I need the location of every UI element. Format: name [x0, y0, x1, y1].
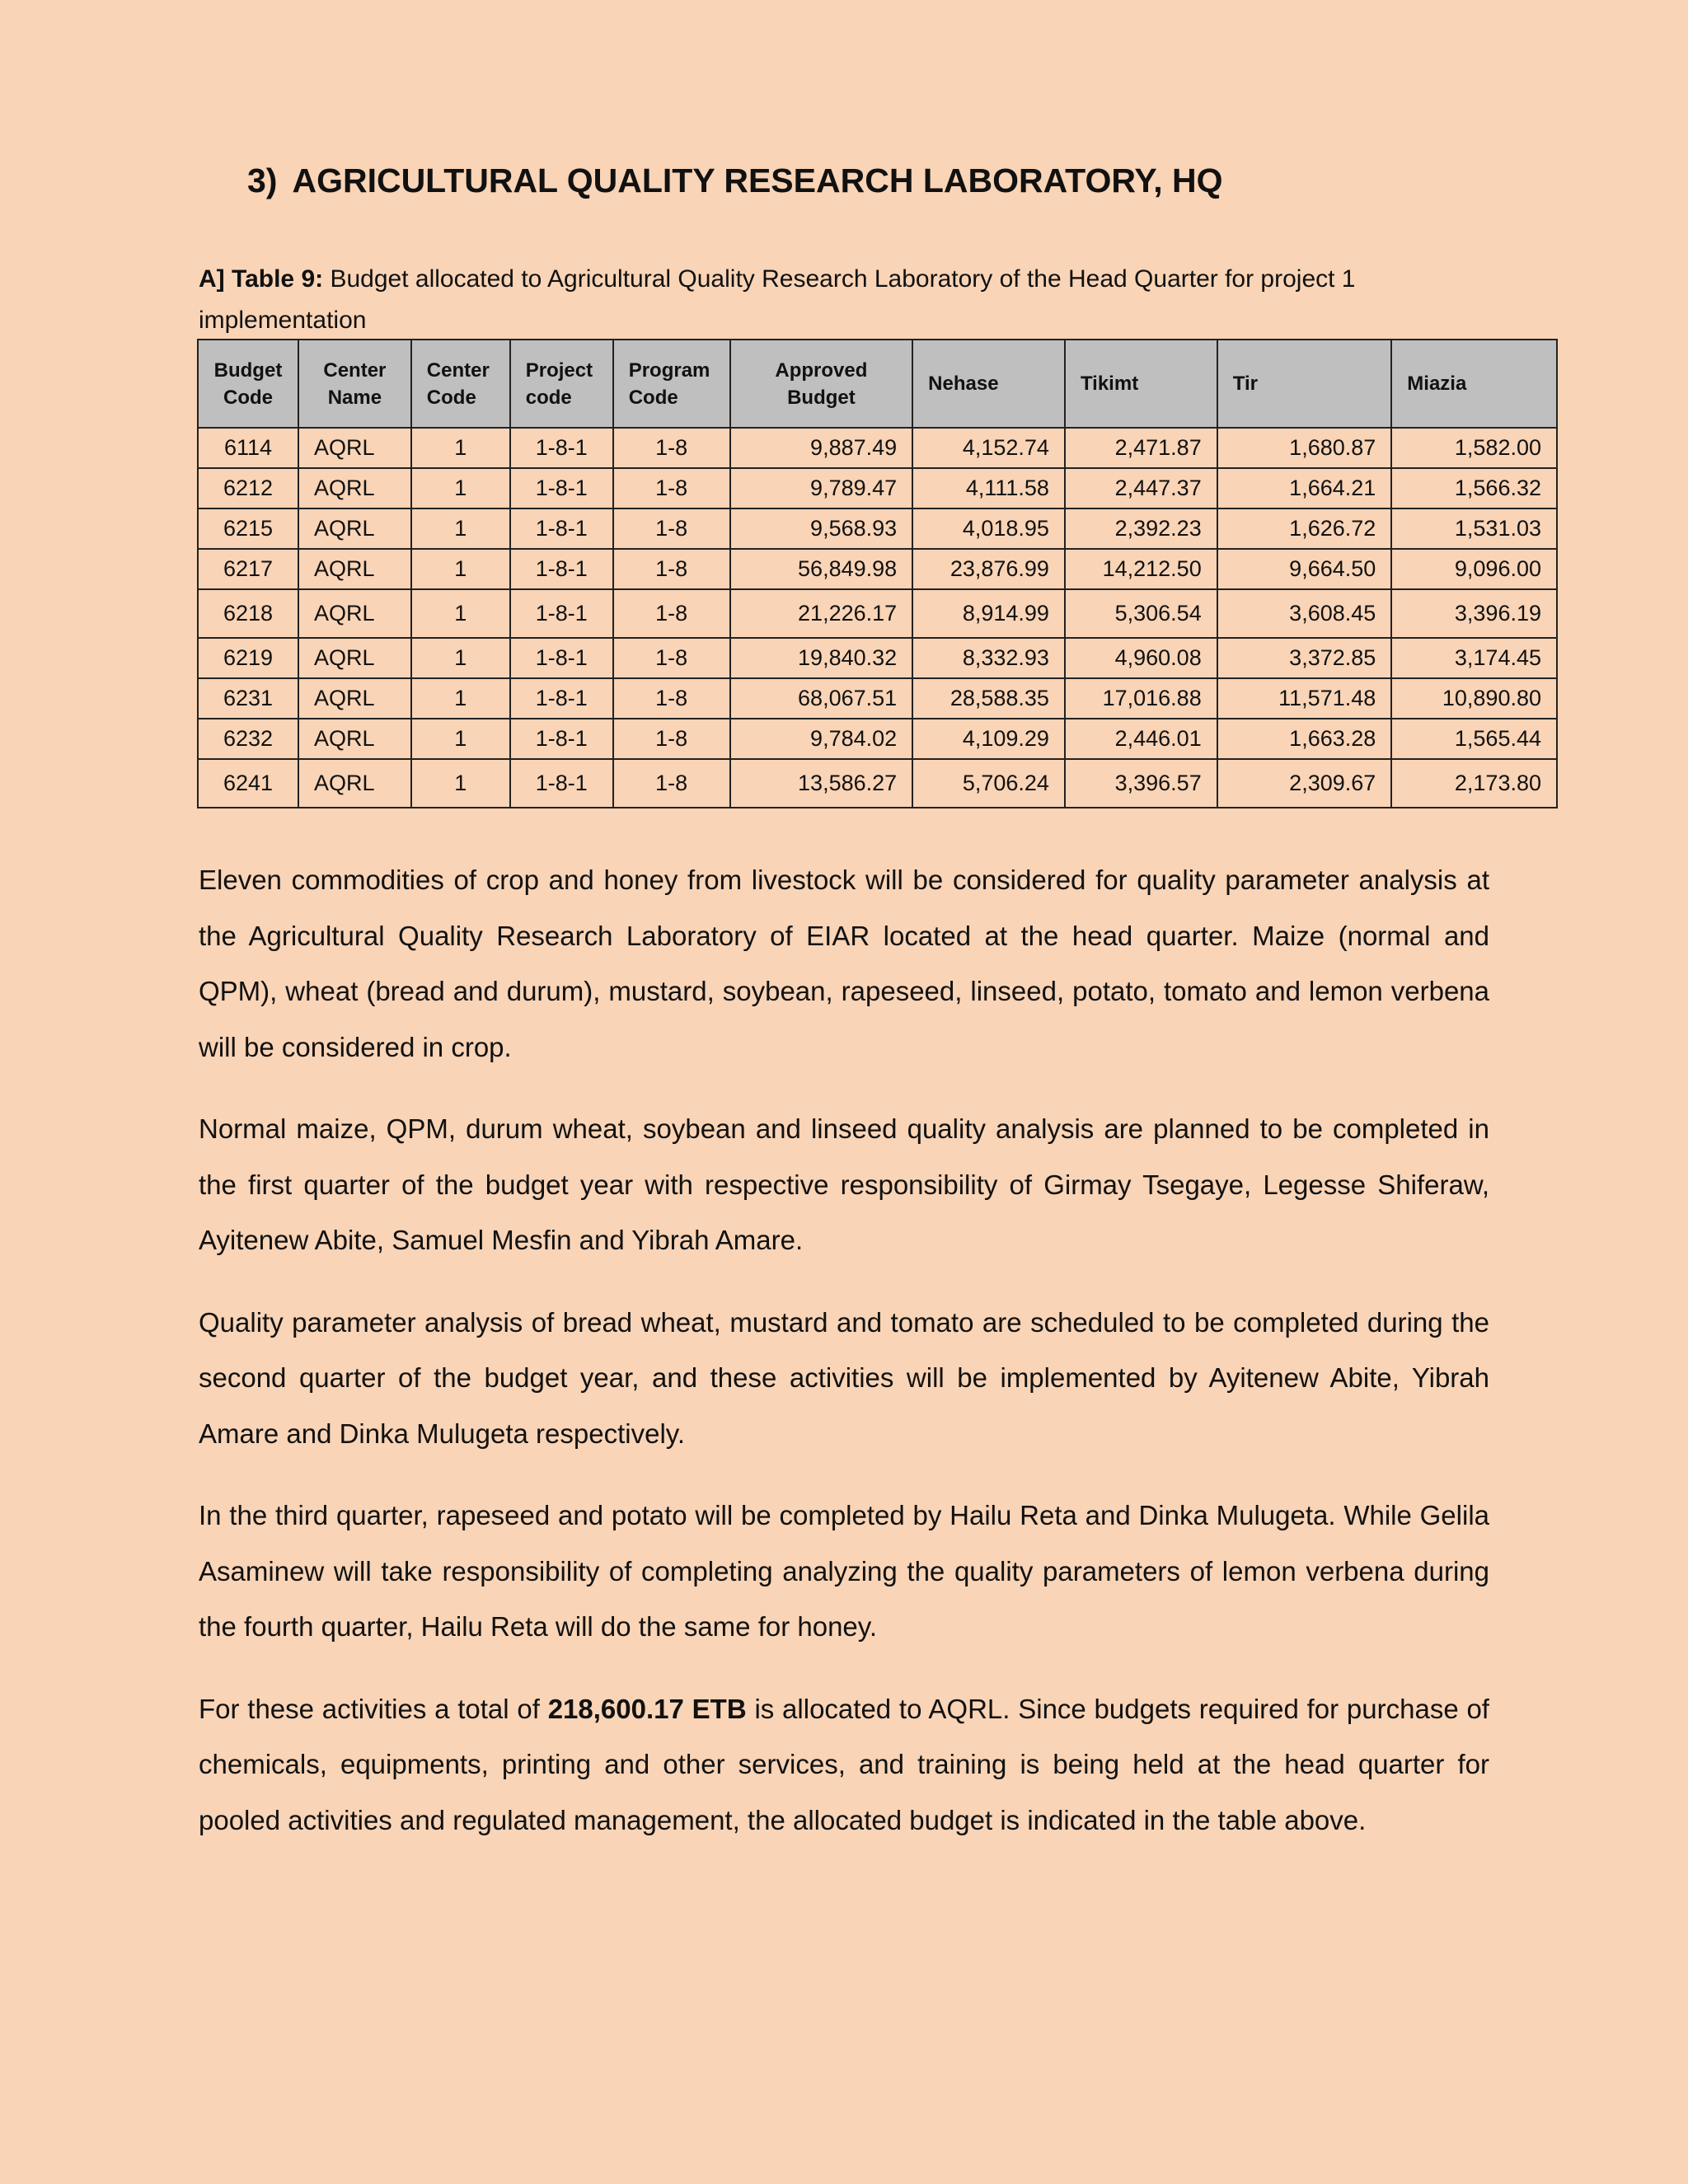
cell-tir: 1,664.21 — [1217, 468, 1392, 509]
cell-center-code: 1 — [411, 468, 510, 509]
cell-center-name: AQRL — [298, 509, 411, 549]
cell-program-code: 1-8 — [613, 468, 730, 509]
cell-budget-code: 6217 — [198, 549, 298, 589]
cell-center-name: AQRL — [298, 719, 411, 759]
budget-total-intro: For these activities a total of — [199, 1693, 548, 1724]
cell-center-code: 1 — [411, 589, 510, 638]
section-title: AGRICULTURAL QUALITY RESEARCH LABORATORY, HQ — [292, 162, 1223, 199]
cell-tikimt: 2,392.23 — [1065, 509, 1217, 549]
cell-tir: 2,309.67 — [1217, 759, 1392, 808]
cell-project-code: 1-8-1 — [510, 509, 613, 549]
cell-project-code: 1-8-1 — [510, 719, 613, 759]
cell-tikimt: 2,446.01 — [1065, 719, 1217, 759]
budget-total-amount: 218,600.17 ETB — [547, 1693, 747, 1724]
header-center-name: Center Name — [298, 340, 411, 428]
cell-project-code: 1-8-1 — [510, 678, 613, 719]
cell-center-name: AQRL — [298, 638, 411, 678]
cell-budget-code: 6231 — [198, 678, 298, 719]
cell-tir: 3,608.45 — [1217, 589, 1392, 638]
cell-program-code: 1-8 — [613, 549, 730, 589]
cell-program-code: 1-8 — [613, 638, 730, 678]
cell-project-code: 1-8-1 — [510, 549, 613, 589]
budget-total-explanation: is allocated to AQRL. Since budgets required for purchase of chemicals, equipments, printing and other services, and training is being held at the head quarter for pooled activities and regulated management, the allocated budget is indicated in the table above. — [199, 1693, 1489, 1835]
cell-miazia: 3,174.45 — [1391, 638, 1557, 678]
cell-project-code: 1-8-1 — [510, 589, 613, 638]
cell-project-code: 1-8-1 — [510, 428, 613, 468]
cell-miazia: 1,565.44 — [1391, 719, 1557, 759]
cell-center-code: 1 — [411, 428, 510, 468]
cell-tikimt: 4,960.08 — [1065, 638, 1217, 678]
table-row — [198, 678, 1557, 719]
cell-project-code: 1-8-1 — [510, 638, 613, 678]
cell-nehase: 4,109.29 — [912, 719, 1065, 759]
cell-approved-budget: 13,586.27 — [730, 759, 913, 808]
header-center-code: Center Code — [411, 340, 510, 428]
cell-tikimt: 5,306.54 — [1065, 589, 1217, 638]
cell-center-code: 1 — [411, 719, 510, 759]
cell-approved-budget: 9,789.47 — [730, 468, 913, 509]
header-tir: Tir — [1217, 340, 1392, 428]
paragraph-first-quarter: Normal maize, QPM, durum wheat, soybean and linseed quality analysis are planned to be completed in the first quarter of the budget year with respective responsibility of Girmay Tsegaye, Legesse Shiferaw, Ayitenew Abite, Samuel Mesfin and Yibrah Amare. — [199, 1113, 1489, 1255]
cell-tir: 3,372.85 — [1217, 638, 1392, 678]
cell-approved-budget: 9,568.93 — [730, 509, 913, 549]
cell-program-code: 1-8 — [613, 509, 730, 549]
cell-miazia: 3,396.19 — [1391, 589, 1557, 638]
cell-miazia: 9,096.00 — [1391, 549, 1557, 589]
cell-program-code: 1-8 — [613, 589, 730, 638]
cell-nehase: 4,111.58 — [912, 468, 1065, 509]
table-caption — [199, 259, 1484, 341]
cell-tikimt: 2,447.37 — [1065, 468, 1217, 509]
cell-center-code: 1 — [411, 549, 510, 589]
cell-nehase: 8,332.93 — [912, 638, 1065, 678]
cell-nehase: 5,706.24 — [912, 759, 1065, 808]
cell-budget-code: 6232 — [198, 719, 298, 759]
header-miazia: Miazia — [1391, 340, 1557, 428]
cell-tir: 1,626.72 — [1217, 509, 1392, 549]
paragraph-second-quarter: Quality parameter analysis of bread wheat, mustard and tomato are scheduled to be completed during the second quarter of the budget year, and these activities will be implemented by Ayitenew Abite, Yibrah Amare and Dinka Mulugeta respectively. — [199, 1306, 1489, 1449]
cell-program-code: 1-8 — [613, 428, 730, 468]
table-caption-text: Budget allocated to Agricultural Quality Research Laboratory of the Head Quarter for project 1 implementation — [199, 265, 1356, 334]
cell-project-code: 1-8-1 — [510, 759, 613, 808]
cell-center-name: AQRL — [298, 549, 411, 589]
cell-tikimt: 3,396.57 — [1065, 759, 1217, 808]
cell-program-code: 1-8 — [613, 759, 730, 808]
cell-nehase: 28,588.35 — [912, 678, 1065, 719]
cell-nehase: 23,876.99 — [912, 549, 1065, 589]
table-row — [198, 719, 1557, 759]
header-program-code: Program Code — [613, 340, 730, 428]
cell-center-name: AQRL — [298, 589, 411, 638]
cell-tikimt: 2,471.87 — [1065, 428, 1217, 468]
cell-miazia: 1,582.00 — [1391, 428, 1557, 468]
cell-approved-budget: 9,784.02 — [730, 719, 913, 759]
table-row — [198, 428, 1557, 468]
cell-miazia: 1,566.32 — [1391, 468, 1557, 509]
cell-approved-budget: 21,226.17 — [730, 589, 913, 638]
cell-project-code: 1-8-1 — [510, 468, 613, 509]
cell-center-name: AQRL — [298, 468, 411, 509]
cell-tir: 1,680.87 — [1217, 428, 1392, 468]
table-header-row — [198, 340, 1557, 428]
cell-nehase: 8,914.99 — [912, 589, 1065, 638]
budget-table — [197, 339, 1558, 808]
cell-tir: 9,664.50 — [1217, 549, 1392, 589]
header-project-code: Project code — [510, 340, 613, 428]
cell-center-name: AQRL — [298, 428, 411, 468]
cell-nehase: 4,152.74 — [912, 428, 1065, 468]
cell-approved-budget: 19,840.32 — [730, 638, 913, 678]
cell-tir: 1,663.28 — [1217, 719, 1392, 759]
cell-tikimt: 14,212.50 — [1065, 549, 1217, 589]
paragraph-budget-total — [199, 1681, 1489, 1849]
cell-program-code: 1-8 — [613, 678, 730, 719]
cell-budget-code: 6212 — [198, 468, 298, 509]
table-row — [198, 549, 1557, 589]
table-row — [198, 759, 1557, 808]
header-tikimt: Tikimt — [1065, 340, 1217, 428]
cell-approved-budget: 56,849.98 — [730, 549, 913, 589]
cell-program-code: 1-8 — [613, 719, 730, 759]
cell-center-name: AQRL — [298, 678, 411, 719]
cell-approved-budget: 68,067.51 — [730, 678, 913, 719]
cell-miazia: 1,531.03 — [1391, 509, 1557, 549]
cell-tikimt: 17,016.88 — [1065, 678, 1217, 719]
cell-center-name: AQRL — [298, 759, 411, 808]
section-heading — [247, 162, 1223, 200]
table-caption-label: A] Table 9: — [199, 265, 324, 293]
cell-miazia: 2,173.80 — [1391, 759, 1557, 808]
body-text — [199, 852, 1489, 1874]
table-row — [198, 589, 1557, 638]
cell-miazia: 10,890.80 — [1391, 678, 1557, 719]
paragraph-third-fourth-quarter: In the third quarter, rapeseed and potato will be completed by Hailu Reta and Dinka Mulugeta. While Gelila Asaminew will take responsibility of completing analyzing the quality parameters of lemon verbena during the fourth quarter, Hailu Reta will do the same for honey. — [199, 1500, 1489, 1642]
cell-tir: 11,571.48 — [1217, 678, 1392, 719]
table-row — [198, 509, 1557, 549]
header-nehase: Nehase — [912, 340, 1065, 428]
cell-budget-code: 6114 — [198, 428, 298, 468]
cell-center-code: 1 — [411, 509, 510, 549]
cell-budget-code: 6215 — [198, 509, 298, 549]
cell-budget-code: 6219 — [198, 638, 298, 678]
paragraph-commodities: Eleven commodities of crop and honey from livestock will be considered for quality parameter analysis at the Agricultural Quality Research Laboratory of EIAR located at the head quarter. Maize (normal and QPM), wheat (bread and durum), mustard, soybean, rapeseed, linseed, potato, tomato and lemon verbena will be considered in crop. — [199, 865, 1489, 1062]
cell-budget-code: 6218 — [198, 589, 298, 638]
header-budget-code: Budget Code — [198, 340, 298, 428]
cell-nehase: 4,018.95 — [912, 509, 1065, 549]
cell-center-code: 1 — [411, 678, 510, 719]
table-row — [198, 468, 1557, 509]
header-approved-budget: Approved Budget — [730, 340, 913, 428]
section-number: 3) — [247, 162, 278, 199]
cell-center-code: 1 — [411, 759, 510, 808]
cell-center-code: 1 — [411, 638, 510, 678]
cell-approved-budget: 9,887.49 — [730, 428, 913, 468]
cell-budget-code: 6241 — [198, 759, 298, 808]
table-row — [198, 638, 1557, 678]
